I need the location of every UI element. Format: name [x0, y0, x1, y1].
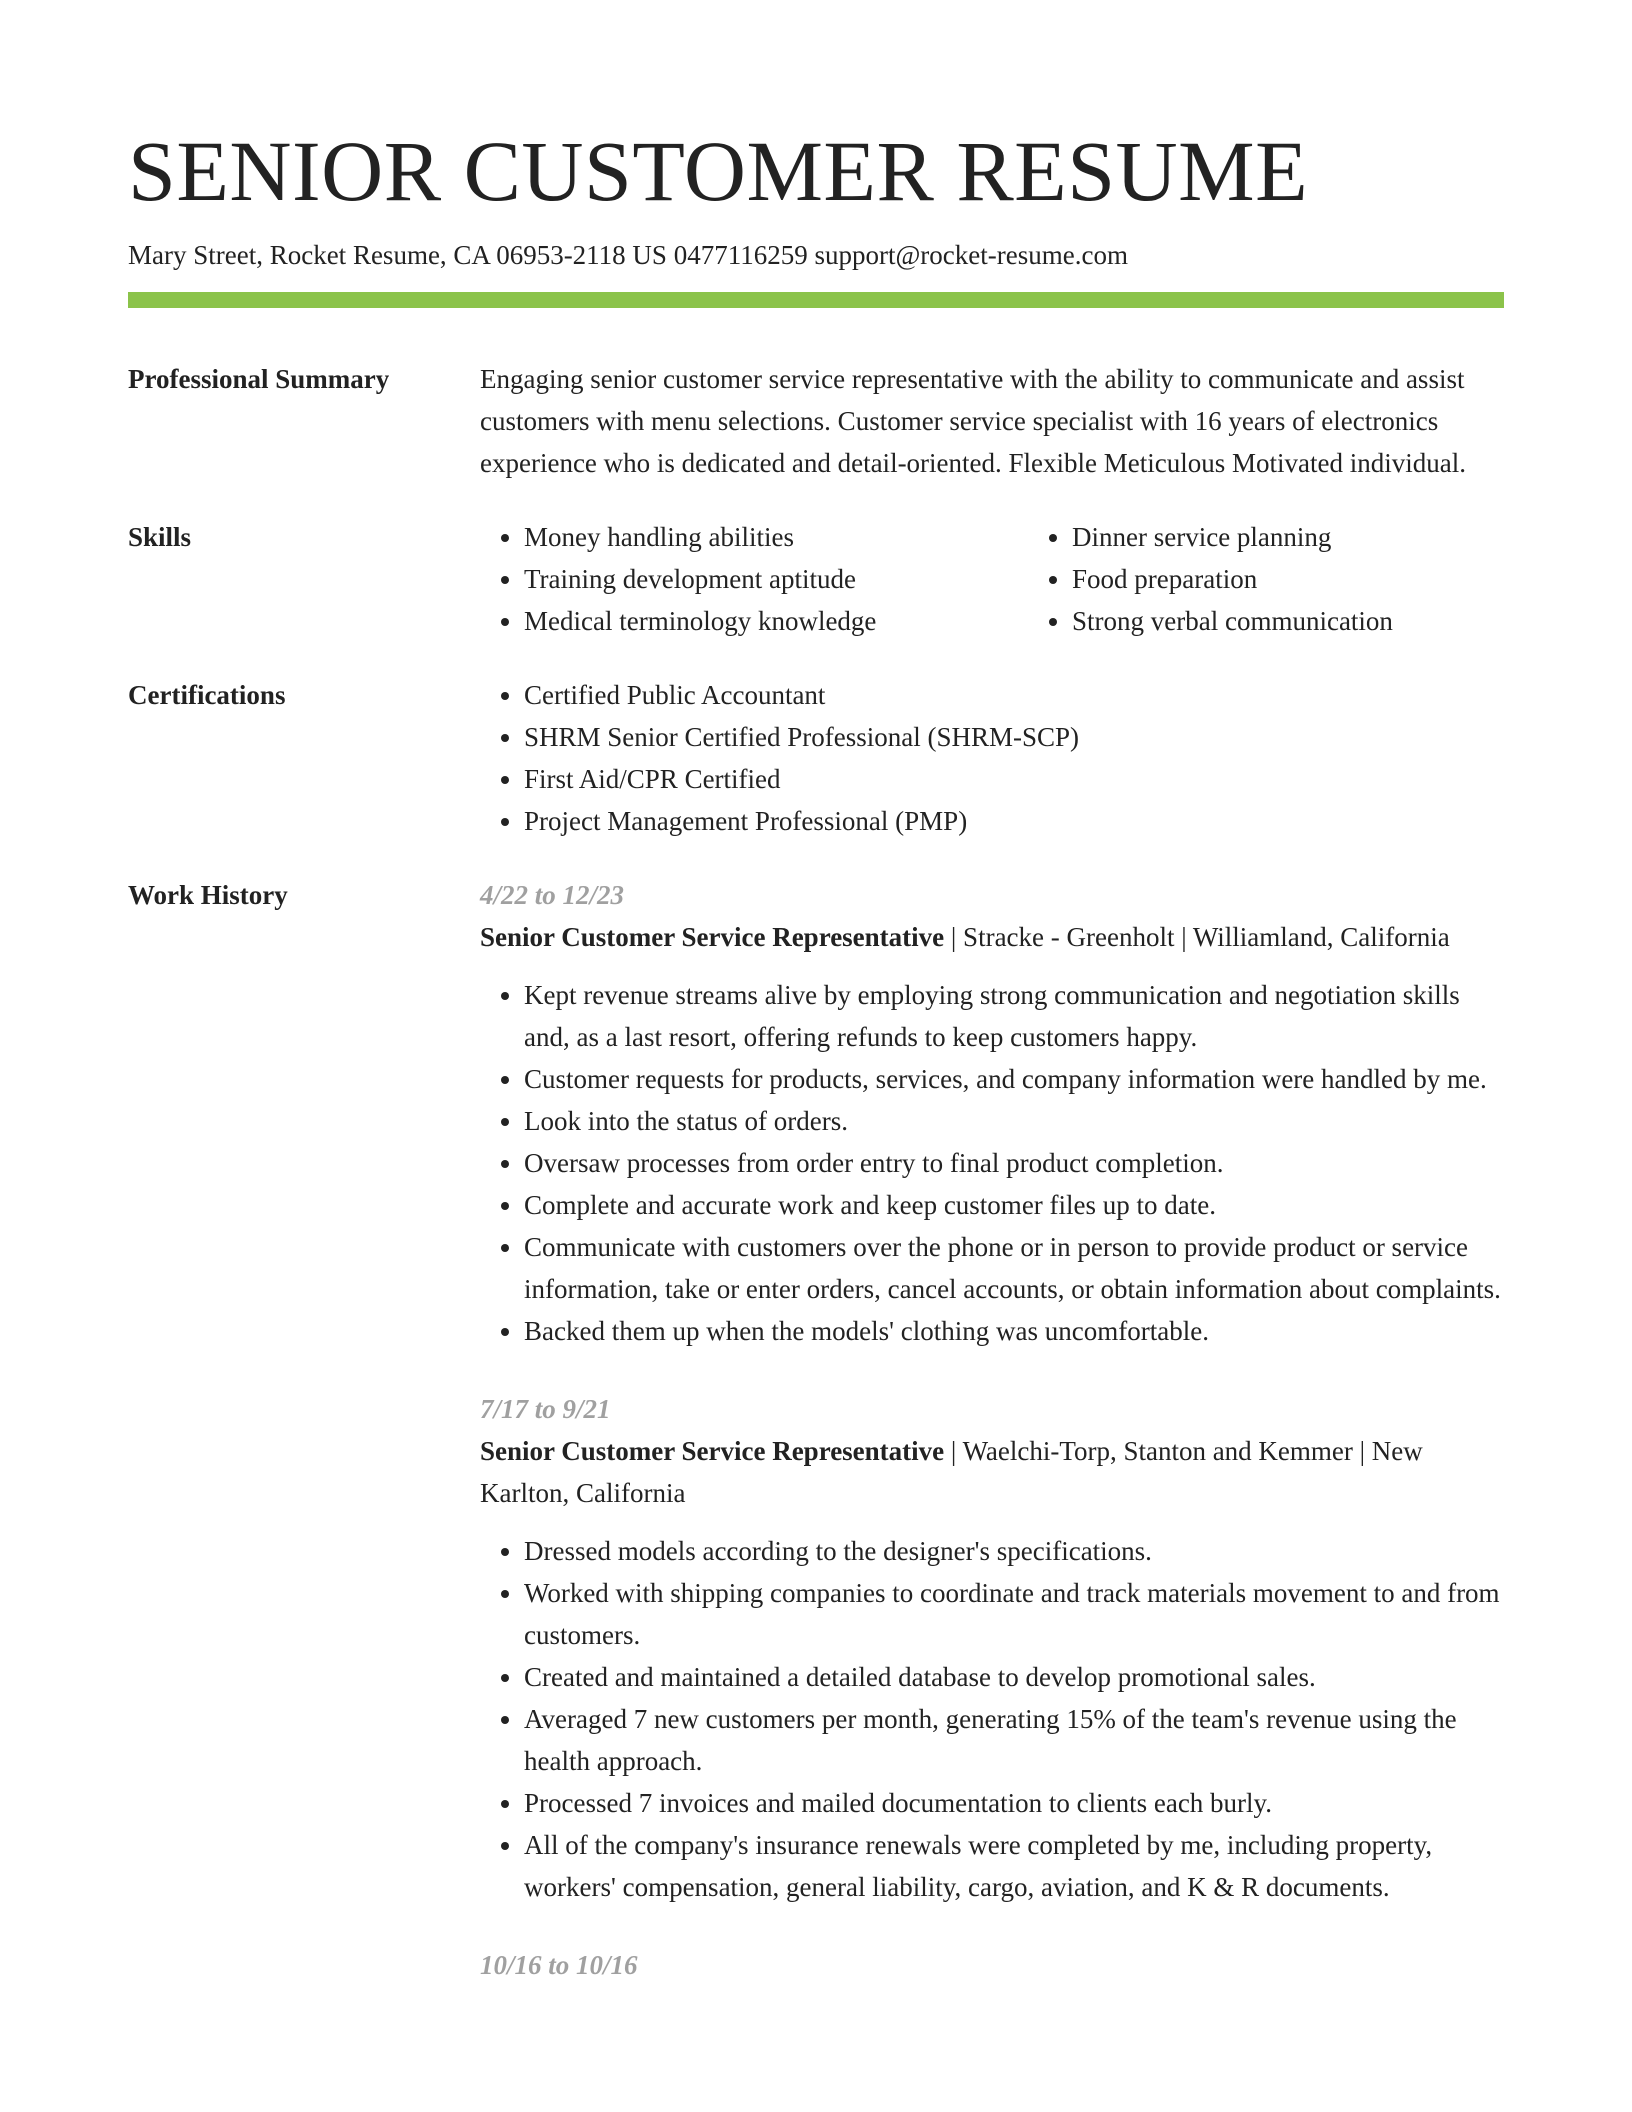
- job-bullet: • Backed them up when the models' clothing was uncomfortable.: [524, 1310, 1504, 1352]
- job-bullet: • Averaged 7 new customers per month, generating 15% of the team's revenue using the health approach.: [524, 1698, 1504, 1782]
- job-bullets: [480, 974, 1504, 1352]
- skills-grid: [480, 516, 1576, 642]
- work-history-label: Work History: [128, 880, 288, 910]
- job-bullet: • Customer requests for products, services, and company information were handled by me.: [524, 1058, 1504, 1100]
- job-bullet: • Look into the status of orders.: [524, 1100, 1504, 1142]
- skills-column-1: [480, 516, 1028, 642]
- certifications-body: [480, 674, 1504, 842]
- certifications-list: [480, 674, 1504, 842]
- skill-item: • Strong verbal communication: [1072, 600, 1576, 642]
- skill-item: • Food preparation: [1072, 558, 1576, 600]
- job-title: Senior Customer Service Representative: [480, 922, 945, 952]
- certification-item: • Project Management Professional (PMP): [524, 800, 1504, 842]
- job-heading: [480, 916, 1504, 958]
- contact-line: Mary Street, Rocket Resume, CA 06953-2118 US 0477116259 support@rocket-resume.com: [128, 240, 1128, 270]
- job-heading: [480, 1430, 1504, 1514]
- job-details: | Stracke - Greenholt | Williamland, California: [944, 922, 1450, 952]
- job-bullet: • All of the company's insurance renewals were completed by me, including property, workers' compensation, general liability, cargo, aviation, and K & R documents.: [524, 1824, 1504, 1908]
- work-history-section: [128, 874, 1504, 2022]
- skills-label: Skills: [128, 522, 192, 552]
- certification-item: • Certified Public Accountant: [524, 674, 1504, 716]
- job-bullet: • Created and maintained a detailed database to develop promotional sales.: [524, 1656, 1504, 1698]
- job-entry: [480, 1388, 1504, 1908]
- job-date: 10/16 to 10/16: [480, 1950, 638, 1980]
- certifications-section: [128, 674, 1504, 842]
- job-date: 7/17 to 9/21: [480, 1394, 611, 1424]
- job-bullet: • Processed 7 invoices and mailed documentation to clients each burly.: [524, 1782, 1504, 1824]
- certifications-label: Certifications: [128, 680, 286, 710]
- job-bullet: • Communicate with customers over the phone or in person to provide product or service information, take or enter orders, cancel accounts, or obtain information about complaints.: [524, 1226, 1504, 1310]
- skill-item: • Money handling abilities: [524, 516, 1028, 558]
- resume-title: SENIOR CUSTOMER RESUME: [128, 123, 1309, 219]
- skills-column-2: [1028, 516, 1576, 642]
- job-bullet: • Kept revenue streams alive by employing strong communication and negotiation skills and, as a last resort, offering refunds to keep customers happy.: [524, 974, 1504, 1058]
- resume-page: [128, 0, 1504, 2022]
- job-title: Senior Customer Service Representative: [480, 1436, 945, 1466]
- job-entry: [480, 1944, 1504, 1986]
- job-bullet: • Complete and accurate work and keep customer files up to date.: [524, 1184, 1504, 1226]
- job-bullet: • Dressed models according to the designer's specifications.: [524, 1530, 1504, 1572]
- skill-item: • Medical terminology knowledge: [524, 600, 1028, 642]
- skills-section: [128, 516, 1504, 642]
- work-history-body: [480, 874, 1504, 2022]
- summary-text: Engaging senior customer service representative with the ability to communicate and assist customers with menu selections. Customer service specialist with 16 years of electronics experience who is dedicated and detail-oriented. Flexible Meticulous Motivated individual.: [480, 364, 1466, 478]
- summary-section: [128, 358, 1504, 484]
- job-bullets: [480, 1530, 1504, 1908]
- job-bullet: • Worked with shipping companies to coordinate and track materials movement to and from customers.: [524, 1572, 1504, 1656]
- skill-item: • Dinner service planning: [1072, 516, 1576, 558]
- skill-item: • Training development aptitude: [524, 558, 1028, 600]
- job-date: 4/22 to 12/23: [480, 880, 625, 910]
- job-details: | Waelchi-Torp, Stanton and Kemmer | New Karlton, California: [480, 1436, 1423, 1508]
- job-entry: [480, 874, 1504, 1352]
- accent-divider: [128, 292, 1504, 308]
- certification-item: • First Aid/CPR Certified: [524, 758, 1504, 800]
- summary-label: Professional Summary: [128, 364, 390, 394]
- certification-item: • SHRM Senior Certified Professional (SHRM-SCP): [524, 716, 1504, 758]
- job-bullet: • Oversaw processes from order entry to final product completion.: [524, 1142, 1504, 1184]
